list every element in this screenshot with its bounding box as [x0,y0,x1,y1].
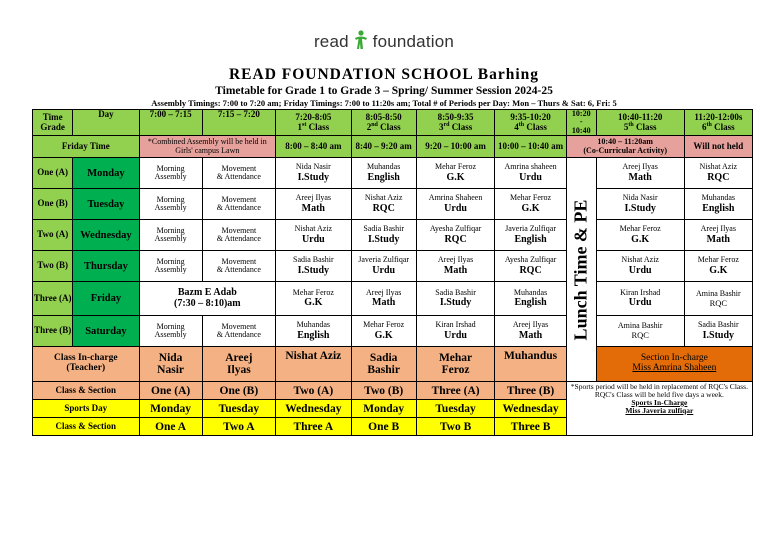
sports-day-value: Wednesday [276,400,352,418]
class-word: Class [633,122,657,133]
table-row [33,316,753,347]
class-number: 1 [297,122,303,133]
period-cell: Areej Ilyas Math [276,189,352,220]
class-number: 3 [438,122,444,133]
friday-slot-5-time: 10:40 – 11:20am [597,137,653,147]
slot-time: 9:35-10:20 [510,111,551,122]
lunch-pe-label: Lunch Time & PE [570,199,591,341]
class-suffix: th [628,122,634,129]
time-slot-4 [351,110,416,136]
friday-slot-5-activity: (Co-Curricular Activity) [583,145,667,155]
slot-time: 8:05-8:50 [365,111,402,122]
friday-time-row [33,136,753,158]
table-row [33,251,753,282]
period-cell: Mehar Feroz G.K [416,158,495,189]
period-cell: Nishat Aziz Urdu [596,251,684,282]
time-slot-lunch [566,110,596,136]
sports-day-value: Tuesday [202,400,275,418]
slot-class [352,122,416,132]
period-cell: Ayesha Zulfiqar RQC [416,220,495,251]
logo-text-foundation: foundation [372,32,455,51]
class-section-row [33,382,753,400]
period-cell: Mehar Feroz G.K [276,282,352,316]
page-subtitle: Timetable for Grade 1 to Grade 3 – Spring/ Summer Session 2024-25 [215,85,553,97]
day-cell: Monday [73,158,139,189]
slot-class [417,122,495,132]
class-number: 5 [623,122,629,133]
period-cell: Mehar Feroz G.K [351,316,416,347]
class-incharge-label: Class In-charge (Teacher) [33,347,140,382]
friday-assembly-note: *Combined Assembly will be held in Girls' campus Lawn [139,136,276,158]
time-slot-8 [596,110,684,136]
sports-incharge-name: Miss Javeria zulfiqar [625,405,694,415]
class-section-value: Three (A) [416,382,495,400]
assembly-cell: Morning Assembly [139,158,202,189]
table-row [33,158,753,189]
slot-time: 7:20-8:05 [295,111,332,122]
period-cell: Amina Bashir RQC [596,316,684,347]
lunch-pe-cell [566,158,596,382]
assembly-cell: Morning Assembly [139,251,202,282]
time-slot-9 [684,110,752,136]
class-suffix: th [518,122,525,129]
class-word: Class [449,122,473,133]
class-word: Class [377,122,401,133]
period-cell: Nida Nasir I.Study [276,158,352,189]
period-cell: Amina Bashir RQC [684,282,752,316]
period-cell: Areej Ilyas Math [495,316,566,347]
bazm-time: (7:30 – 8:10)am [173,297,241,309]
period-cell: Sadia Bashir I.Study [416,282,495,316]
class-section-value: One (A) [139,382,202,400]
class-section-value: Three (B) [495,382,566,400]
day-header: Day [73,110,139,136]
class-incharge-row [33,347,753,382]
class-section-value-2: Three B [495,418,566,436]
bazm-e-adab-cell [139,282,276,316]
period-cell: Nishat Aziz RQC [351,189,416,220]
period-cell: Nida Nasir I.Study [596,189,684,220]
period-cell: Muhandas English [276,316,352,347]
class-suffix: st [302,122,307,129]
friday-slot-5 [566,136,684,158]
grade-cell: Three (A) [33,282,73,316]
table-row [33,189,753,220]
period-cell: Areej Ilyas Math [596,158,684,189]
sports-day-value: Wednesday [495,400,566,418]
incharge-name: Sadia Bashir [351,347,416,382]
slot-class [597,122,684,132]
grade-cell: Three (B) [33,316,73,347]
grade-label: Grade [40,121,65,132]
section-incharge-label: Section In-charge [640,353,708,364]
time-grade-header [33,110,73,136]
friday-slot-1: 8:00 – 8:40 am [276,136,352,158]
class-section-value: Two (B) [351,382,416,400]
lunch-end: 10:40 [571,125,591,135]
sports-note-cell [566,382,752,436]
time-slot-6 [495,110,566,136]
period-cell: Mehar Feroz G.K [495,189,566,220]
logo-text-read: read [313,32,349,51]
slot-class [495,122,565,132]
class-word: Class [306,122,330,133]
sports-incharge-label: Sports In-Charge [631,397,688,407]
class-section-label: Class & Section [33,382,140,400]
friday-slot-4: 10:00 – 10:40 am [495,136,566,158]
day-cell: Wednesday [73,220,139,251]
time-slot-2: 7:15 – 7:20 [202,110,275,136]
slot-class [685,122,752,132]
attendance-cell: Movement & Attendance [202,158,275,189]
class-number: 2 [366,122,372,133]
incharge-name: Nida Nasir [139,347,202,382]
incharge-name: Nishat Aziz [276,347,352,382]
day-cell: Saturday [73,316,139,347]
period-cell: Muhandas English [495,282,566,316]
person-logo-icon [354,30,368,50]
class-suffix: rd [443,122,450,129]
time-slot-5 [416,110,495,136]
time-label: Time [42,112,63,123]
sports-day-value: Tuesday [416,400,495,418]
period-cell: Kiran Irshad Urdu [596,282,684,316]
sports-note: *Sports period will be held in replacement of RQC's Class. RQC's Class will be held five days a week. [570,382,748,400]
sports-day-value: Monday [351,400,416,418]
period-cell: Mehar Feroz G.K [684,251,752,282]
grade-cell: One (B) [33,189,73,220]
class-section-value: One (B) [202,382,275,400]
friday-slot-6: Will not held [684,136,752,158]
incharge-name: Mehar Feroz [416,347,495,382]
period-cell: Sadia Bashir I.Study [351,220,416,251]
period-cell: Kiran Irshad Urdu [416,316,495,347]
period-cell: Muhandas English [351,158,416,189]
grade-cell: One (A) [33,158,73,189]
period-cell: Amrina Shaheen Urdu [416,189,495,220]
class-section-value-2: Two B [416,418,495,436]
period-cell: Mehar Feroz G.K [596,220,684,251]
class-number: 6 [702,122,707,133]
day-cell: Friday [73,282,139,316]
period-cell: Nishat Aziz RQC [684,158,752,189]
sports-day-label: Sports Day [33,400,140,418]
period-cell: Areej Ilyas Math [351,282,416,316]
table-row [33,282,753,316]
lunch-start: 10:20 [571,109,591,118]
attendance-cell: Movement & Attendance [202,189,275,220]
class-number: 4 [514,122,519,133]
assembly-cell: Morning Assembly [139,316,202,347]
grade-cell: Two (B) [33,251,73,282]
day-cell: Thursday [73,251,139,282]
class-suffix: th [706,122,712,129]
table-row [33,220,753,251]
class-section-value-2: Two A [202,418,275,436]
logo [0,30,768,52]
header-row [33,110,753,136]
friday-slot-3: 9:20 – 10:00 am [416,136,495,158]
attendance-cell: Movement & Attendance [202,220,275,251]
friday-slot-2: 8:40 – 9:20 am [351,136,416,158]
assembly-cell: Morning Assembly [139,189,202,220]
class-word: Class [711,122,735,133]
period-cell: Amrina shaheen Urdu [495,158,566,189]
sports-day-value: Monday [139,400,202,418]
class-suffix: nd [371,122,378,129]
class-section-value-2: One B [351,418,416,436]
period-cell: Javeria Zulfiqar Urdu [351,251,416,282]
period-cell: Sadia Bashir I.Study [276,251,352,282]
class-section-value: Two (A) [276,382,352,400]
assembly-cell: Morning Assembly [139,220,202,251]
section-incharge [596,347,752,382]
day-cell: Tuesday [73,189,139,220]
attendance-cell: Movement & Attendance [202,251,275,282]
timetable [32,109,753,436]
period-cell: Muhandas English [684,189,752,220]
period-cell: Javeria Zulfiqar English [495,220,566,251]
period-cell: Areej Ilyas Math [416,251,495,282]
friday-time-label: Friday Time [33,136,140,158]
slot-time: 8:50-9:35 [437,111,474,122]
period-cell: Sadia Bashir I.Study [684,316,752,347]
slot-class [276,122,351,132]
section-incharge-name: Miss Amrina Shaheen [632,363,717,374]
attendance-cell: Movement & Attendance [202,316,275,347]
lunch-dash: - [579,117,583,127]
grade-cell: Two (A) [33,220,73,251]
class-section-label-2: Class & Section [33,418,140,436]
timing-info: Assembly Timings: 7:00 to 7:20 am; Friday Timings: 7:00 to 11:20s am; Total # of Periods per Day: Mon – Thurs & Sat: 6, Fri: 5 [151,98,617,108]
bazm-title: Bazm E Adab [177,287,237,299]
slot-time: 10:40-11:20 [617,111,663,122]
class-word: Class [524,122,547,133]
time-slot-1: 7:00 – 7:15 [139,110,202,136]
class-section-value-2: One A [139,418,202,436]
class-section-value-2: Three A [276,418,352,436]
incharge-name: Areej Ilyas [202,347,275,382]
period-cell: Areej Ilyas Math [684,220,752,251]
page-title: READ FOUNDATION SCHOOL Barhing [228,66,540,83]
period-cell: Ayesha Zulfiqar RQC [495,251,566,282]
period-cell: Nishat Aziz Urdu [276,220,352,251]
incharge-name: Muhandus [495,347,566,382]
time-slot-3 [276,110,352,136]
slot-time: 11:20-12:00s [694,111,743,122]
